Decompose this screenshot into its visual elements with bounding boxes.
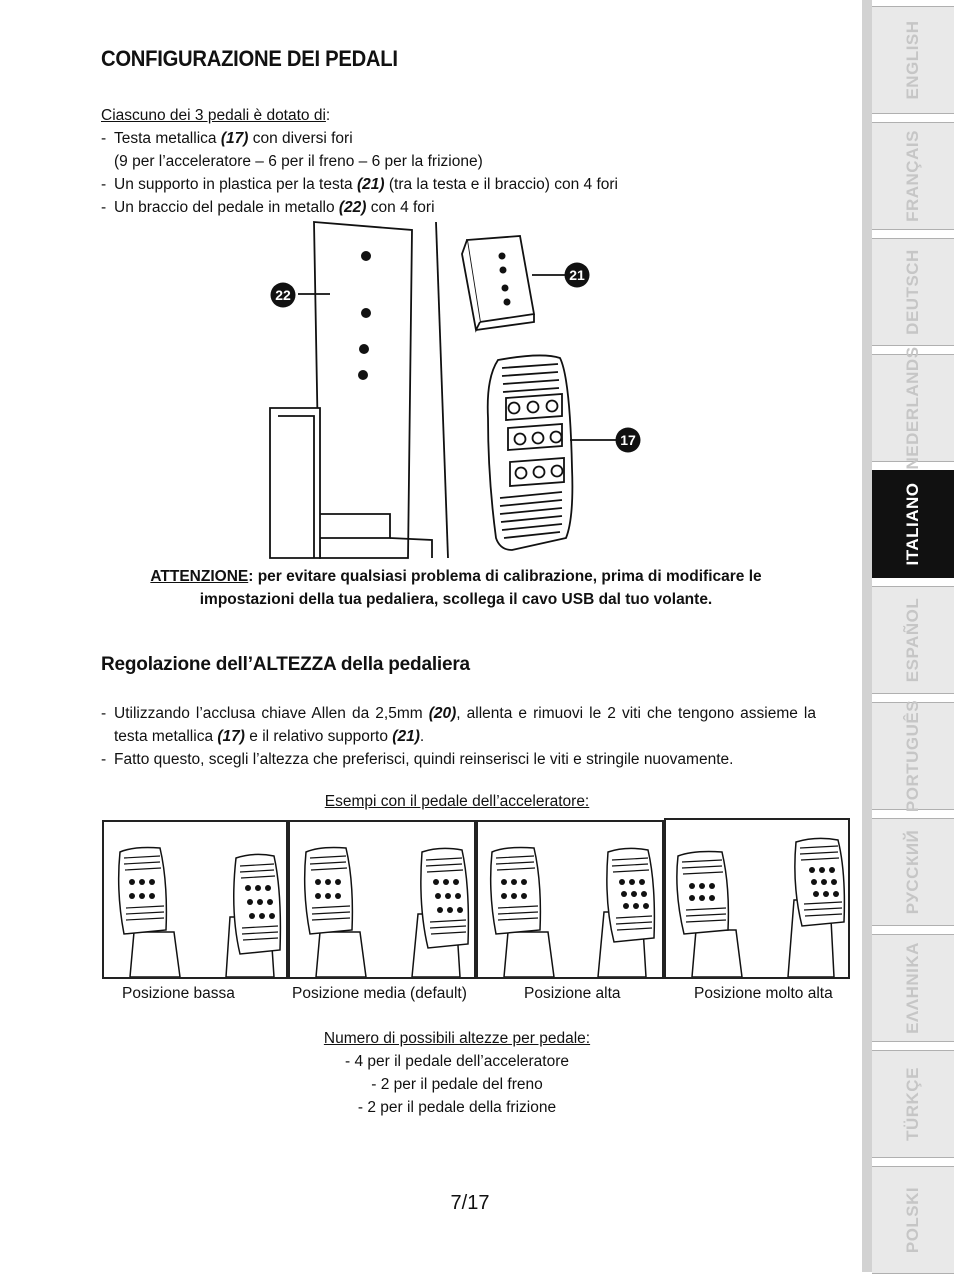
intro-item-text: Testa metallica — [114, 130, 221, 147]
heights-lead: Numero di possibili altezze per pedale: — [323, 1030, 591, 1047]
language-tab-espanol[interactable] — [872, 586, 954, 694]
heights-item: - 2 per il pedale della frizione — [357, 1099, 557, 1116]
position-label-default: Posizione media (default) — [292, 985, 467, 1002]
warning-notice — [101, 565, 811, 611]
language-tab-label: ESPAÑOL — [903, 597, 922, 683]
warning-label: ATTENZIONE — [150, 568, 249, 585]
intro-item — [101, 150, 618, 173]
instruction-steps — [101, 702, 816, 771]
callout-21: 21 — [569, 267, 585, 283]
instruction-step — [101, 748, 816, 771]
intro-list — [101, 104, 618, 219]
intro-item — [101, 127, 618, 150]
example-panel-high — [476, 820, 664, 979]
language-tab-label: ENGLISH — [903, 20, 922, 100]
list-dash: - — [101, 176, 107, 193]
pedal-parts-illustration — [262, 218, 652, 563]
intro-item-text: Un braccio del pedale in metallo — [114, 199, 339, 216]
part-reference: (20) — [428, 705, 457, 722]
language-tab-russian[interactable] — [872, 818, 954, 926]
intro-lead-colon: : — [325, 107, 331, 124]
page-number: 7/17 — [450, 1192, 490, 1214]
warning-text: impostazioni della tua pedaliera, scollega il cavo USB dal tuo volante. — [199, 591, 713, 608]
language-tab-label: DEUTSCH — [903, 249, 922, 335]
instruction-text: Utilizzando l’acclusa chiave Allen da 2,5mm (20), allenta e rimuovi le 2 viti che tengono assieme la testa metallica (17) e il relativo supporto (21). — [114, 705, 816, 745]
page-title: CONFIGURAZIONE DEI PEDALI — [101, 46, 398, 71]
list-dash: - — [101, 130, 107, 147]
heights-item: - 4 per il pedale dell’acceleratore — [344, 1053, 570, 1070]
intro-item-text: con diversi fori — [248, 130, 353, 147]
intro-item-text: (tra la testa e il braccio) con 4 fori — [384, 176, 619, 193]
pedal-example-illustration — [478, 822, 662, 977]
intro-item-text: con 4 fori — [366, 199, 435, 216]
part-reference: (21) — [392, 728, 420, 745]
instruction-step — [101, 702, 816, 748]
intro-lead: Ciascuno dei 3 pedali è dotato di — [101, 107, 326, 124]
intro-item-text: (9 per l’acceleratore – 6 per il freno – 6 per la frizione) — [114, 153, 483, 170]
warning-text: : per evitare qualsiasi problema di calibrazione, prima di modificare le — [248, 568, 762, 585]
language-tab-italiano[interactable] — [872, 470, 954, 578]
language-tab-nederlands[interactable] — [872, 346, 954, 470]
examples-caption: Esempi con il pedale dell’acceleratore: — [324, 793, 590, 810]
list-dash: - — [101, 751, 107, 768]
instruction-text: Fatto questo, scegli l’altezza che preferisci, quindi reinserisci le viti e stringile nuovamente. — [114, 751, 734, 768]
example-panel-default — [288, 820, 476, 979]
intro-lead-row — [101, 104, 618, 127]
language-tab-francais[interactable] — [872, 122, 954, 230]
list-dash: - — [101, 705, 107, 722]
example-panel-low — [102, 820, 288, 979]
language-tab-label: POLSKI — [903, 1186, 922, 1254]
language-tab-label: ITALIANO — [903, 482, 922, 566]
language-tab-label: FRANÇAIS — [903, 130, 922, 222]
position-label-very-high: Posizione molto alta — [694, 985, 833, 1002]
language-tab-label: TÜRKÇE — [903, 1067, 922, 1141]
intro-item — [101, 196, 618, 219]
callout-22: 22 — [275, 287, 291, 303]
list-dash: - — [101, 199, 107, 216]
heights-item: - 2 per il pedale del freno — [371, 1076, 543, 1093]
language-tab-english[interactable] — [872, 6, 954, 114]
language-tab-label: PORTUGUÊS — [903, 699, 922, 813]
intro-item — [101, 173, 618, 196]
position-label-high: Posizione alta — [524, 985, 621, 1002]
section-heading: Regolazione dell’ALTEZZA della pedaliera — [101, 654, 470, 675]
position-label-low: Posizione bassa — [122, 985, 235, 1002]
pedal-example-illustration — [290, 822, 474, 977]
pedal-example-illustration — [104, 822, 286, 977]
part-reference: (17) — [220, 130, 249, 147]
language-tab-label: РУССКИЙ — [903, 829, 922, 915]
part-reference: (22) — [338, 199, 367, 216]
pedal-example-illustration — [666, 820, 848, 977]
intro-item-text: Un supporto in plastica per la testa — [114, 176, 357, 193]
heights-list — [101, 1027, 813, 1119]
language-tab-turkce[interactable] — [872, 1050, 954, 1158]
language-tab-label: ΕΛΛΗΝΙΚΑ — [903, 942, 922, 1034]
language-tab-portugues[interactable] — [872, 699, 954, 813]
part-reference: (21) — [356, 176, 385, 193]
language-tab-greek[interactable] — [872, 934, 954, 1042]
language-tab-deutsch[interactable] — [872, 238, 954, 346]
language-tab-spine — [862, 0, 872, 1272]
language-tab-polski[interactable] — [872, 1166, 954, 1274]
language-tab-label: NEDERLANDS — [903, 346, 922, 470]
example-panel-very-high — [664, 818, 850, 979]
callout-17: 17 — [620, 432, 636, 448]
part-reference: (17) — [217, 728, 245, 745]
